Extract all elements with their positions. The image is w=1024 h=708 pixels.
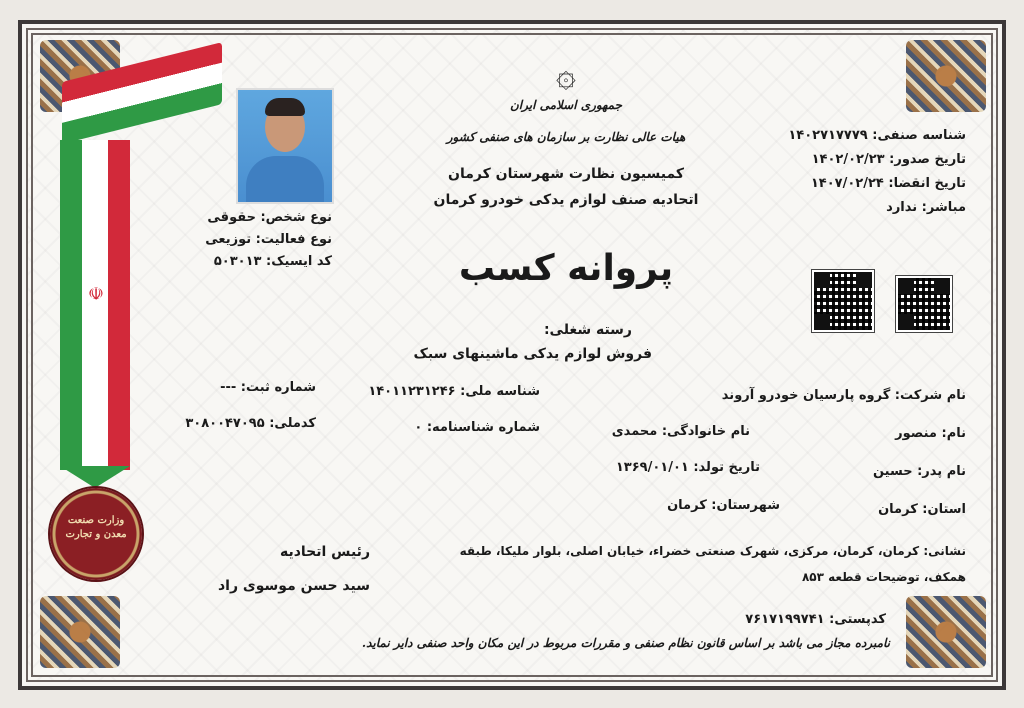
union-name: اتحادیه صنف لوازم یدکی خودرو کرمان	[433, 192, 699, 208]
iran-emblem-icon: ۞	[556, 55, 576, 95]
ministry-seal	[50, 488, 142, 580]
birth-date: تاریخ تولد: ۱۳۶۹/۰۱/۰۱	[615, 460, 760, 475]
address-line-2: همکف، توضیحات قطعه ۸۵۳	[801, 570, 966, 584]
expiry-date: تاریخ انقضا: ۱۴۰۷/۰۲/۲۴	[810, 176, 966, 191]
document-title: پروانه کسب	[458, 248, 674, 289]
holder-photo	[236, 88, 334, 204]
board-name: هیات عالی نظارت بر سازمان های صنفی کشور	[446, 130, 686, 144]
company-name: نام شرکت: گروه پارسیان خودرو آروند	[721, 388, 966, 403]
postal-code: کدپستی: ۷۶۱۷۱۹۹۷۴۱	[745, 612, 886, 627]
qr-code-right[interactable]	[896, 276, 952, 332]
national-id: شناسه ملی: ۱۴۰۱۱۲۳۱۲۴۶	[368, 384, 540, 399]
id-number: شماره شناسنامه: ۰	[414, 420, 540, 435]
flag-ribbon-red	[108, 140, 130, 470]
flag-ribbon-tip	[60, 466, 130, 488]
footer-note: نامبرده مجاز می باشد بر اساس قانون نظام صنفی و مقررات مربوط در این مکان واحد صنفی دایر نماید.	[361, 636, 890, 650]
signature-name: سید حسن موسوی راد	[218, 578, 370, 594]
photo-hair	[265, 98, 305, 116]
father-name: نام پدر: حسین	[872, 464, 966, 479]
qr-code-left[interactable]	[812, 270, 874, 332]
photo-body	[246, 156, 324, 202]
flag-ribbon-white	[82, 140, 108, 470]
address-line-1: نشانی: کرمان، کرمان، مرکزی، شهرک صنعتی خضراء، خیابان اصلی، بلوار ملیکا، طبقه	[459, 544, 966, 558]
agent: مباشر: ندارد	[886, 200, 966, 215]
issue-date: تاریخ صدور: ۱۴۰۲/۰۲/۲۳	[811, 152, 966, 167]
country-name: جمهوری اسلامی ایران	[509, 98, 623, 112]
corner-ornament-bottom-right	[906, 596, 986, 668]
flag-ribbon-green	[60, 140, 82, 470]
corner-ornament-bottom-left	[40, 596, 120, 668]
seal-text: وزارت صنعت معدن و تجارت	[65, 515, 127, 540]
registration-number: شماره ثبت: ---	[220, 380, 316, 395]
province: استان: کرمان	[878, 502, 966, 517]
isic-code: کد ایسیک: ۵۰۳۰۱۳	[213, 254, 332, 269]
last-name: نام خانوادگی: محمدی	[611, 424, 750, 439]
city: شهرستان: کرمان	[667, 498, 780, 513]
person-type: نوع شخص: حقوقی	[207, 210, 332, 225]
guild-id: شناسه صنفی: ۱۴۰۲۷۱۷۷۷۹	[788, 128, 966, 143]
first-name: نام: منصور	[895, 426, 966, 441]
corner-ornament-top-right	[906, 40, 986, 112]
commission-name: کمیسیون نظارت شهرستان کرمان	[448, 166, 684, 182]
activity-type: نوع فعالیت: توزیعی	[205, 232, 332, 247]
signature-role: رئیس اتحادیه	[279, 544, 370, 560]
flag-emblem-icon: ☫	[87, 284, 105, 305]
occupation-label: رسته شغلی:	[543, 322, 632, 338]
national-code: کدملی: ۳۰۸۰۰۴۷۰۹۵	[185, 416, 316, 431]
occupation-value: فروش لوازم یدکی ماشینهای سبک	[413, 346, 652, 362]
